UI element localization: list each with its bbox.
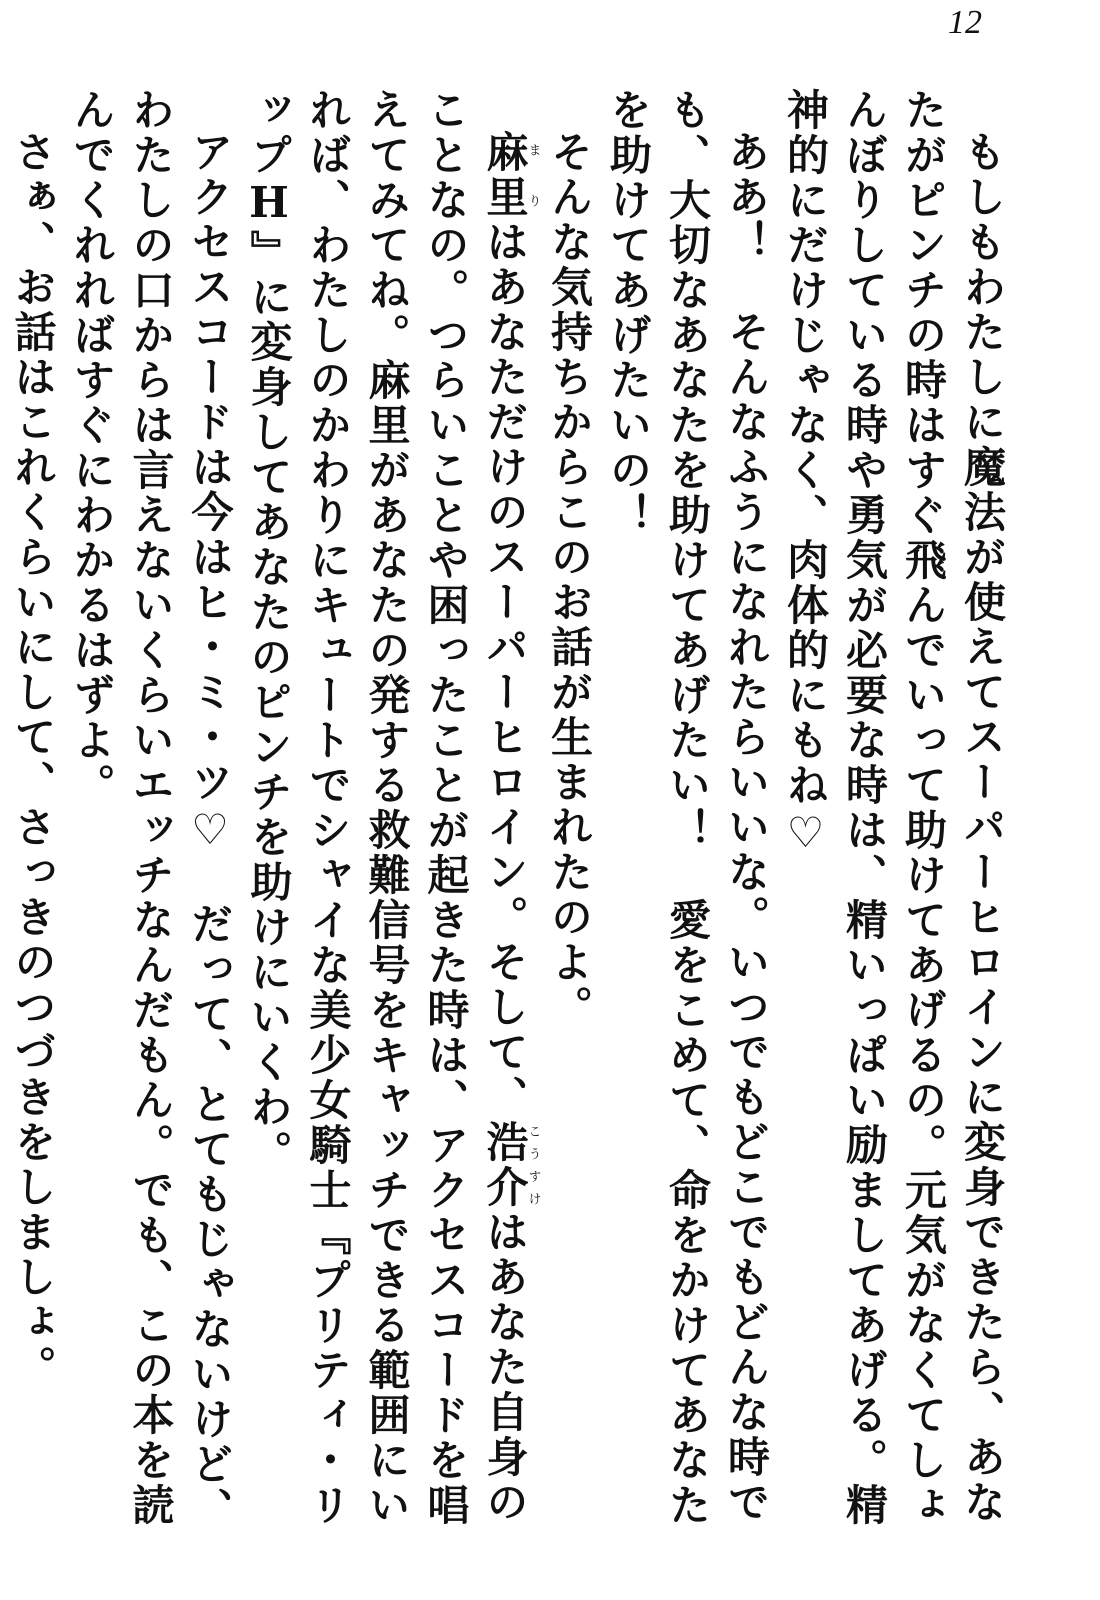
paragraph — [4, 88, 63, 1568]
character-name-text: 浩介 — [480, 1120, 530, 1210]
furigana: こうすけ — [525, 1120, 541, 1210]
character-name-mari — [480, 130, 541, 220]
text-run: ああ！ そんなふうになれたらいいな。いつでもどこでもどんな時でも、大切なあなたを助けてあげたい！ 愛をこめて、命をかけてあなたを助けてあげたいの！ — [604, 88, 771, 1528]
text-run: はあなただけのスーパーヒロイン。そして、 — [480, 220, 530, 1120]
paragraph — [0, 88, 4, 1568]
text-run: さぁ、お話はこれくらいにして、さっきのつづきをしましょ。 — [8, 130, 58, 1390]
paragraph — [776, 88, 1012, 1568]
paragraph — [63, 88, 240, 1568]
paragraph — [599, 88, 776, 1568]
character-name-kosuke — [480, 1120, 541, 1210]
text-run: そんな気持ちからこのお話が生まれたのよ。 — [545, 130, 594, 1030]
text-run: もしもわたしに魔法が使えてスーパーヒロインに変身できたら、あなたがピンチの時はすぐ飛んでいって助けてあげるの。元気がなくてしょんぼりしている時や勇気が必要な時は、精いっぱい励ましてあげる。精神的にだけじゃなく、肉体的にもね♡ — [781, 88, 1007, 1528]
text-run: はあなた自身のことなの。つらいことや困ったことが起きた時は、アクセスコードを唱えてみてね。麻里があなたの発する救難信号をキャッチできる範囲にいれば、わたしのかわりにキュートでシャイな美少女騎士『プリティ・リップH』に変身してあなたのピンチを助けにいくわ。 — [244, 88, 530, 1528]
character-name-text: 麻里 — [480, 130, 530, 220]
text-run: アクセスコードは今はヒ・ミ・ツ♡ だって、とてもじゃないけど、わたしの口からは言えないくらいエッチなんだもん。でも、この本を読んでくれればすぐにわかるはずよ。 — [67, 88, 235, 1532]
body-text — [0, 88, 1012, 1568]
paragraph — [240, 88, 541, 1568]
paragraph — [540, 88, 599, 1568]
page-number: 12 — [948, 4, 982, 41]
furigana: まり — [525, 130, 541, 220]
